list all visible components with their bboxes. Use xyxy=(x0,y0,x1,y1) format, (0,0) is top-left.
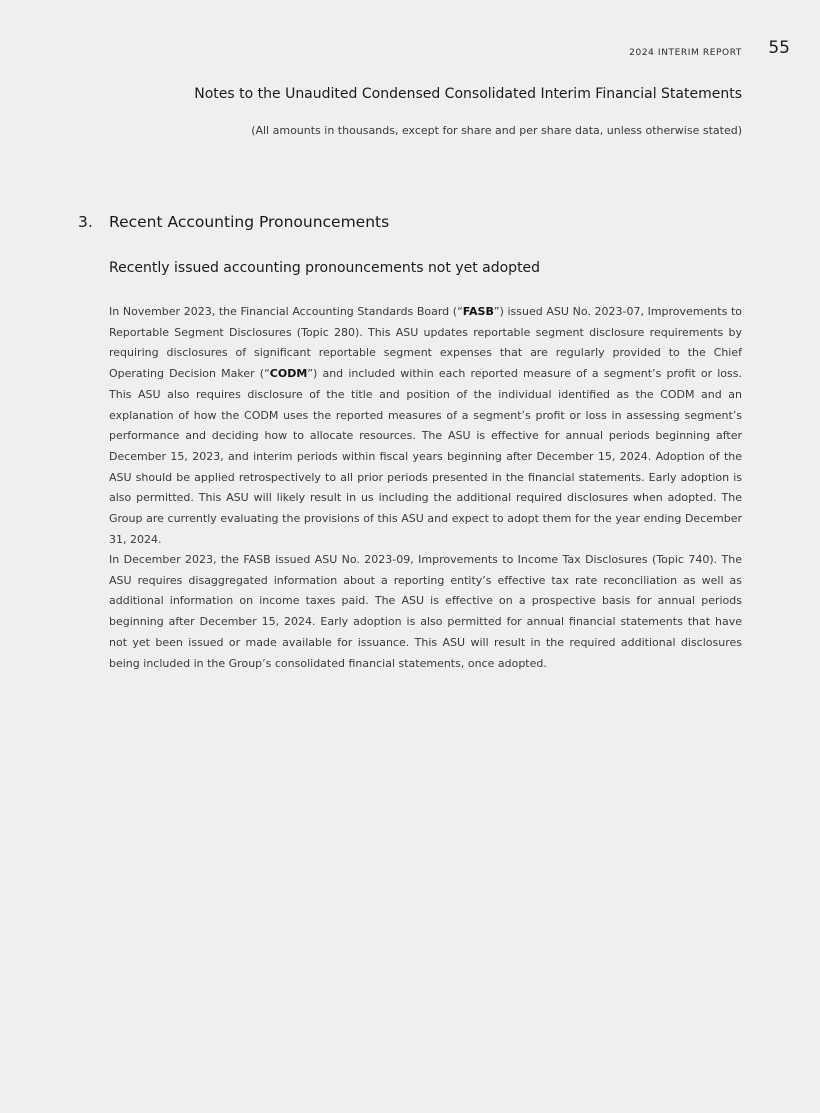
section-heading xyxy=(78,213,389,231)
notes-title: Notes to the Unaudited Condensed Consolidated Interim Financial Statements xyxy=(194,86,742,102)
paragraph-text: ”) issued ASU No. 2023-07, Improvements to Reportable Segment Disclosures (Topic 280). This ASU updates reportable segment disclosure requirements by requiring disclosures of significant reportable segment expenses that are regularly provided to the Chief Operating Decision Maker (“ xyxy=(109,305,742,381)
paragraph-asu-2023-09: In December 2023, the FASB issued ASU No. 2023-09, Improvements to Income Tax Disclosures (Topic 740). The ASU requires disaggregated information about a reporting entity’s effective tax rate reconciliation as well as additional information on income taxes paid. The ASU is effective on a prospective basis for annual periods beginning after December 15, 2024. Early adoption is also permitted for annual financial statements that have not yet been issued or made available for issuance. This ASU will result in the required additional disclosures being included in the Group’s consolidated financial statements, once adopted. xyxy=(109,553,742,670)
paragraph-asu-2023-07 xyxy=(109,302,742,550)
report-label: 2024 INTERIM REPORT xyxy=(629,48,742,58)
section-title: Recent Accounting Pronouncements xyxy=(109,213,390,231)
amounts-note: (All amounts in thousands, except for share and per share data, unless otherwise stated) xyxy=(251,124,742,137)
fasb-term: FASB xyxy=(462,305,494,318)
section-number: 3. xyxy=(78,213,93,231)
sub-heading: Recently issued accounting pronouncements not yet adopted xyxy=(109,260,541,276)
paragraph-text: In November 2023, the Financial Accounting Standards Board (“ xyxy=(109,305,463,318)
codm-term: CODM xyxy=(269,367,308,381)
paragraph-text: ”) and included within each reported measure of a segment’s profit or loss. This ASU also requires disclosure of the title and position of the individual identified as the CODM and an explanation of how the CODM uses the reported measures of a segment’s profit or loss in assessing segment’s performance and deciding how to allocate resources. The ASU is effective for annual periods beginning after December 15, 2023, and interim periods within fiscal years beginning after December 15, 2024. Adoption of the ASU should be applied retrospectively to all prior periods presented in the financial statements. Early adoption is also permitted. This ASU will likely result in us including the additional required disclosures when adopted. The Group are currently evaluating the provisions of this ASU and expect to adopt them for the year ending December 31, 2024. xyxy=(109,367,742,546)
page-number: 55 xyxy=(768,38,790,58)
